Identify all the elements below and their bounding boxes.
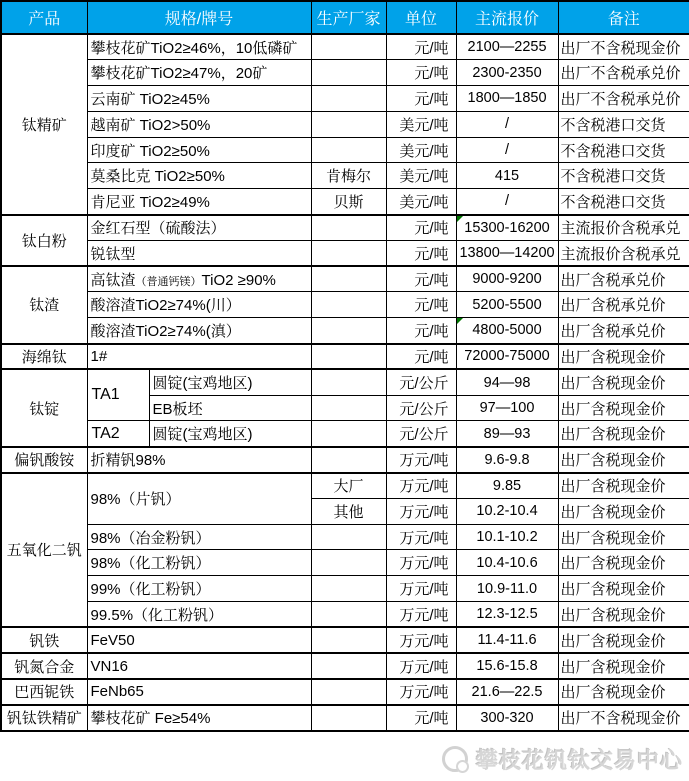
price-cell: 10.4-10.6: [456, 550, 558, 576]
spec-cell: 越南矿 TiO2>50%: [87, 111, 311, 137]
product-cell: 钒氮合金: [1, 653, 87, 679]
manufacturer-cell: [311, 679, 386, 705]
spec-tail: TiO2 ≥90%: [201, 271, 276, 289]
spec-cell: 98%（片钒）: [87, 473, 311, 525]
form-cell: 圆锭(宝鸡地区): [149, 369, 311, 395]
unit-cell: 元/公斤: [386, 395, 456, 421]
note-cell: 不含税港口交货: [558, 137, 689, 163]
price-cell: 13800—14200: [456, 240, 558, 266]
unit-cell: 万元/吨: [386, 524, 456, 550]
grade-cell: TA2: [87, 421, 149, 447]
note-cell: 出厂含税现金价: [558, 679, 689, 705]
note-cell: 出厂含税现金价: [558, 447, 689, 473]
product-cell: 钛精矿: [1, 34, 87, 215]
table-row: [1, 60, 689, 86]
note-cell: 出厂含税现金价: [558, 498, 689, 524]
note-cell: 主流报价含税承兑: [558, 240, 689, 266]
table-row: [1, 369, 689, 395]
unit-cell: 万元/吨: [386, 602, 456, 628]
price-value: 4800-5000: [472, 322, 542, 339]
product-cell: 五氧化二钒: [1, 473, 87, 628]
price-cell: 94—98: [456, 369, 558, 395]
table-row: [1, 163, 689, 189]
manufacturer-cell: [311, 215, 386, 241]
manufacturer-cell: [311, 550, 386, 576]
spec-cell: 金红石型（硫酸法）: [87, 215, 311, 241]
note-cell: 出厂含税现金价: [558, 653, 689, 679]
note-cell: 出厂含税现金价: [558, 524, 689, 550]
table-row: [1, 653, 689, 679]
price-cell: 2100—2255: [456, 34, 558, 60]
spec-cell: 印度矿 TiO2≥50%: [87, 137, 311, 163]
note-cell: 出厂不含税承兑价: [558, 86, 689, 112]
unit-cell: 元/吨: [386, 292, 456, 318]
note-cell: 出厂含税现金价: [558, 421, 689, 447]
price-cell: 11.4-11.6: [456, 627, 558, 653]
unit-cell: 美元/吨: [386, 111, 456, 137]
price-cell: 1800—1850: [456, 86, 558, 112]
unit-cell: 元/吨: [386, 215, 456, 241]
spec-cell: 98%（化工粉钒）: [87, 550, 311, 576]
manufacturer-cell: [311, 369, 386, 395]
price-cell: 9000-9200: [456, 266, 558, 292]
header-row: [1, 1, 689, 34]
manufacturer-cell: [311, 240, 386, 266]
spec-cell: 攀枝花矿 Fe≥54%: [87, 705, 311, 731]
note-cell: 出厂不含税承兑价: [558, 60, 689, 86]
price-cell: [456, 215, 558, 241]
table-row: [1, 189, 689, 215]
spec-cell: 1#: [87, 344, 311, 370]
price-cell: 10.2-10.4: [456, 498, 558, 524]
table-row: [1, 602, 689, 628]
note-cell: 出厂含税现金价: [558, 627, 689, 653]
unit-cell: 元/吨: [386, 86, 456, 112]
unit-cell: 万元/吨: [386, 447, 456, 473]
col-header-manufacturer: 生产厂家: [311, 1, 386, 34]
price-cell: 72000-75000: [456, 344, 558, 370]
table-row: [1, 86, 689, 112]
unit-cell: 元/吨: [386, 34, 456, 60]
col-header-spec: 规格/牌号: [87, 1, 311, 34]
price-cell: 10.1-10.2: [456, 524, 558, 550]
spec-cell: 酸溶渣TiO2≥74%(滇）: [87, 318, 311, 344]
table-row: [1, 627, 689, 653]
form-cell: EB板坯: [149, 395, 311, 421]
unit-cell: 元/吨: [386, 344, 456, 370]
price-cell: 300-320: [456, 705, 558, 731]
product-cell: 钛锭: [1, 369, 87, 446]
price-cell: 15.6-15.8: [456, 653, 558, 679]
unit-cell: 万元/吨: [386, 473, 456, 499]
table-row: [1, 111, 689, 137]
table-row: [1, 215, 689, 241]
unit-cell: 美元/吨: [386, 163, 456, 189]
note-cell: 主流报价含税承兑: [558, 215, 689, 241]
col-header-price: 主流报价: [456, 1, 558, 34]
note-cell: 出厂含税承兑价: [558, 318, 689, 344]
spec-cell: 98%（冶金粉钒）: [87, 524, 311, 550]
manufacturer-cell: [311, 627, 386, 653]
spec-cell: 折精钒98%: [87, 447, 311, 473]
manufacturer-cell: [311, 34, 386, 60]
manufacturer-cell: [311, 602, 386, 628]
col-header-note: 备注: [558, 1, 689, 34]
unit-cell: 元/吨: [386, 266, 456, 292]
table-row: [1, 34, 689, 60]
spec-cell: 酸溶渣TiO2≥74%(川）: [87, 292, 311, 318]
comment-marker-icon: [457, 318, 463, 324]
product-cell: 钛白粉: [1, 215, 87, 267]
spec-cell: FeV50: [87, 627, 311, 653]
table-row: [1, 679, 689, 705]
unit-cell: 元/吨: [386, 240, 456, 266]
product-cell: 钒铁: [1, 627, 87, 653]
table-row: [1, 421, 689, 447]
note-cell: 出厂含税现金价: [558, 576, 689, 602]
table-row: [1, 292, 689, 318]
form-cell: 圆锭(宝鸡地区): [149, 421, 311, 447]
table-row: [1, 473, 689, 499]
note-cell: 出厂含税承兑价: [558, 266, 689, 292]
manufacturer-cell: [311, 86, 386, 112]
spec-cell: 莫桑比克 TiO2≥50%: [87, 163, 311, 189]
price-cell: /: [456, 137, 558, 163]
table-row: [1, 576, 689, 602]
table-row: [1, 705, 689, 731]
col-header-unit: 单位: [386, 1, 456, 34]
table-row: [1, 524, 689, 550]
manufacturer-cell: [311, 60, 386, 86]
note-cell: 出厂含税现金价: [558, 473, 689, 499]
product-cell: 巴西铌铁: [1, 679, 87, 705]
price-cell: /: [456, 189, 558, 215]
price-cell: 12.3-12.5: [456, 602, 558, 628]
grade-cell: TA1: [87, 369, 149, 421]
manufacturer-cell: 肯梅尔: [311, 163, 386, 189]
product-cell: 海绵钛: [1, 344, 87, 370]
note-cell: 出厂含税现金价: [558, 602, 689, 628]
watermark-text: 攀枝花钒钛交易中心: [475, 747, 683, 773]
manufacturer-cell: 其他: [311, 498, 386, 524]
spec-cell: 99.5%（化工粉钒）: [87, 602, 311, 628]
unit-cell: 元/公斤: [386, 421, 456, 447]
note-cell: 出厂含税现金价: [558, 395, 689, 421]
note-cell: 出厂含税承兑价: [558, 292, 689, 318]
manufacturer-cell: [311, 421, 386, 447]
price-cell: 9.6-9.8: [456, 447, 558, 473]
table-row: [1, 266, 689, 292]
manufacturer-cell: [311, 344, 386, 370]
table-row: [1, 447, 689, 473]
table-row: [1, 137, 689, 163]
unit-cell: 美元/吨: [386, 137, 456, 163]
price-cell: 10.9-11.0: [456, 576, 558, 602]
unit-cell: 元/公斤: [386, 369, 456, 395]
manufacturer-cell: [311, 576, 386, 602]
spec-cell: VN16: [87, 653, 311, 679]
manufacturer-cell: [311, 395, 386, 421]
manufacturer-cell: [311, 111, 386, 137]
manufacturer-cell: [311, 318, 386, 344]
table-row: [1, 318, 689, 344]
note-cell: 出厂含税现金价: [558, 369, 689, 395]
unit-cell: 元/吨: [386, 60, 456, 86]
note-cell: 不含税港口交货: [558, 163, 689, 189]
note-cell: 出厂不含税现金价: [558, 705, 689, 731]
manufacturer-cell: 贝斯: [311, 189, 386, 215]
manufacturer-cell: [311, 705, 386, 731]
note-cell: 不含税港口交货: [558, 111, 689, 137]
note-cell: 出厂含税现金价: [558, 550, 689, 576]
col-header-product: 产品: [1, 1, 87, 34]
unit-cell: 万元/吨: [386, 576, 456, 602]
price-cell: 21.6—22.5: [456, 679, 558, 705]
manufacturer-cell: 大厂: [311, 473, 386, 499]
spec-cell: FeNb65: [87, 679, 311, 705]
unit-cell: 万元/吨: [386, 627, 456, 653]
note-cell: 出厂不含税现金价: [558, 34, 689, 60]
price-cell: [456, 318, 558, 344]
manufacturer-cell: [311, 447, 386, 473]
manufacturer-cell: [311, 266, 386, 292]
price-cell: 89—93: [456, 421, 558, 447]
panda-circle-logo-icon: [442, 746, 468, 772]
price-cell: 97—100: [456, 395, 558, 421]
watermark: [442, 741, 683, 777]
spec-main: 高钛渣: [90, 271, 136, 289]
spec-cell: 攀枝花矿TiO2≥47%，20矿: [87, 60, 311, 86]
spec-cell: 攀枝花矿TiO2≥46%，10低磷矿: [87, 34, 311, 60]
spec-cell: 99%（化工粉钒）: [87, 576, 311, 602]
spec-cell: 肯尼亚 TiO2≥49%: [87, 189, 311, 215]
product-cell: 偏钒酸铵: [1, 447, 87, 473]
table-row: [1, 240, 689, 266]
price-cell: 5200-5500: [456, 292, 558, 318]
unit-cell: 元/吨: [386, 705, 456, 731]
note-cell: 出厂含税现金价: [558, 344, 689, 370]
comment-marker-icon: [457, 216, 463, 222]
spec-cell: [87, 266, 311, 292]
spec-cell: 云南矿 TiO2≥45%: [87, 86, 311, 112]
product-cell: 钒钛铁精矿: [1, 705, 87, 731]
price-cell: 415: [456, 163, 558, 189]
unit-cell: 美元/吨: [386, 189, 456, 215]
unit-cell: 万元/吨: [386, 653, 456, 679]
unit-cell: 元/吨: [386, 318, 456, 344]
price-cell: 9.85: [456, 473, 558, 499]
price-cell: /: [456, 111, 558, 137]
spec-sub: （普通钙镁）: [135, 275, 202, 288]
price-cell: 2300-2350: [456, 60, 558, 86]
manufacturer-cell: [311, 524, 386, 550]
manufacturer-cell: [311, 137, 386, 163]
manufacturer-cell: [311, 292, 386, 318]
price-value: 15300-16200: [464, 219, 550, 236]
unit-cell: 万元/吨: [386, 498, 456, 524]
unit-cell: 万元/吨: [386, 550, 456, 576]
table-row: [1, 344, 689, 370]
table-row: [1, 550, 689, 576]
product-cell: 钛渣: [1, 266, 87, 343]
manufacturer-cell: [311, 653, 386, 679]
unit-cell: 万元/吨: [386, 679, 456, 705]
spec-cell: 锐钛型: [87, 240, 311, 266]
note-cell: 不含税港口交货: [558, 189, 689, 215]
